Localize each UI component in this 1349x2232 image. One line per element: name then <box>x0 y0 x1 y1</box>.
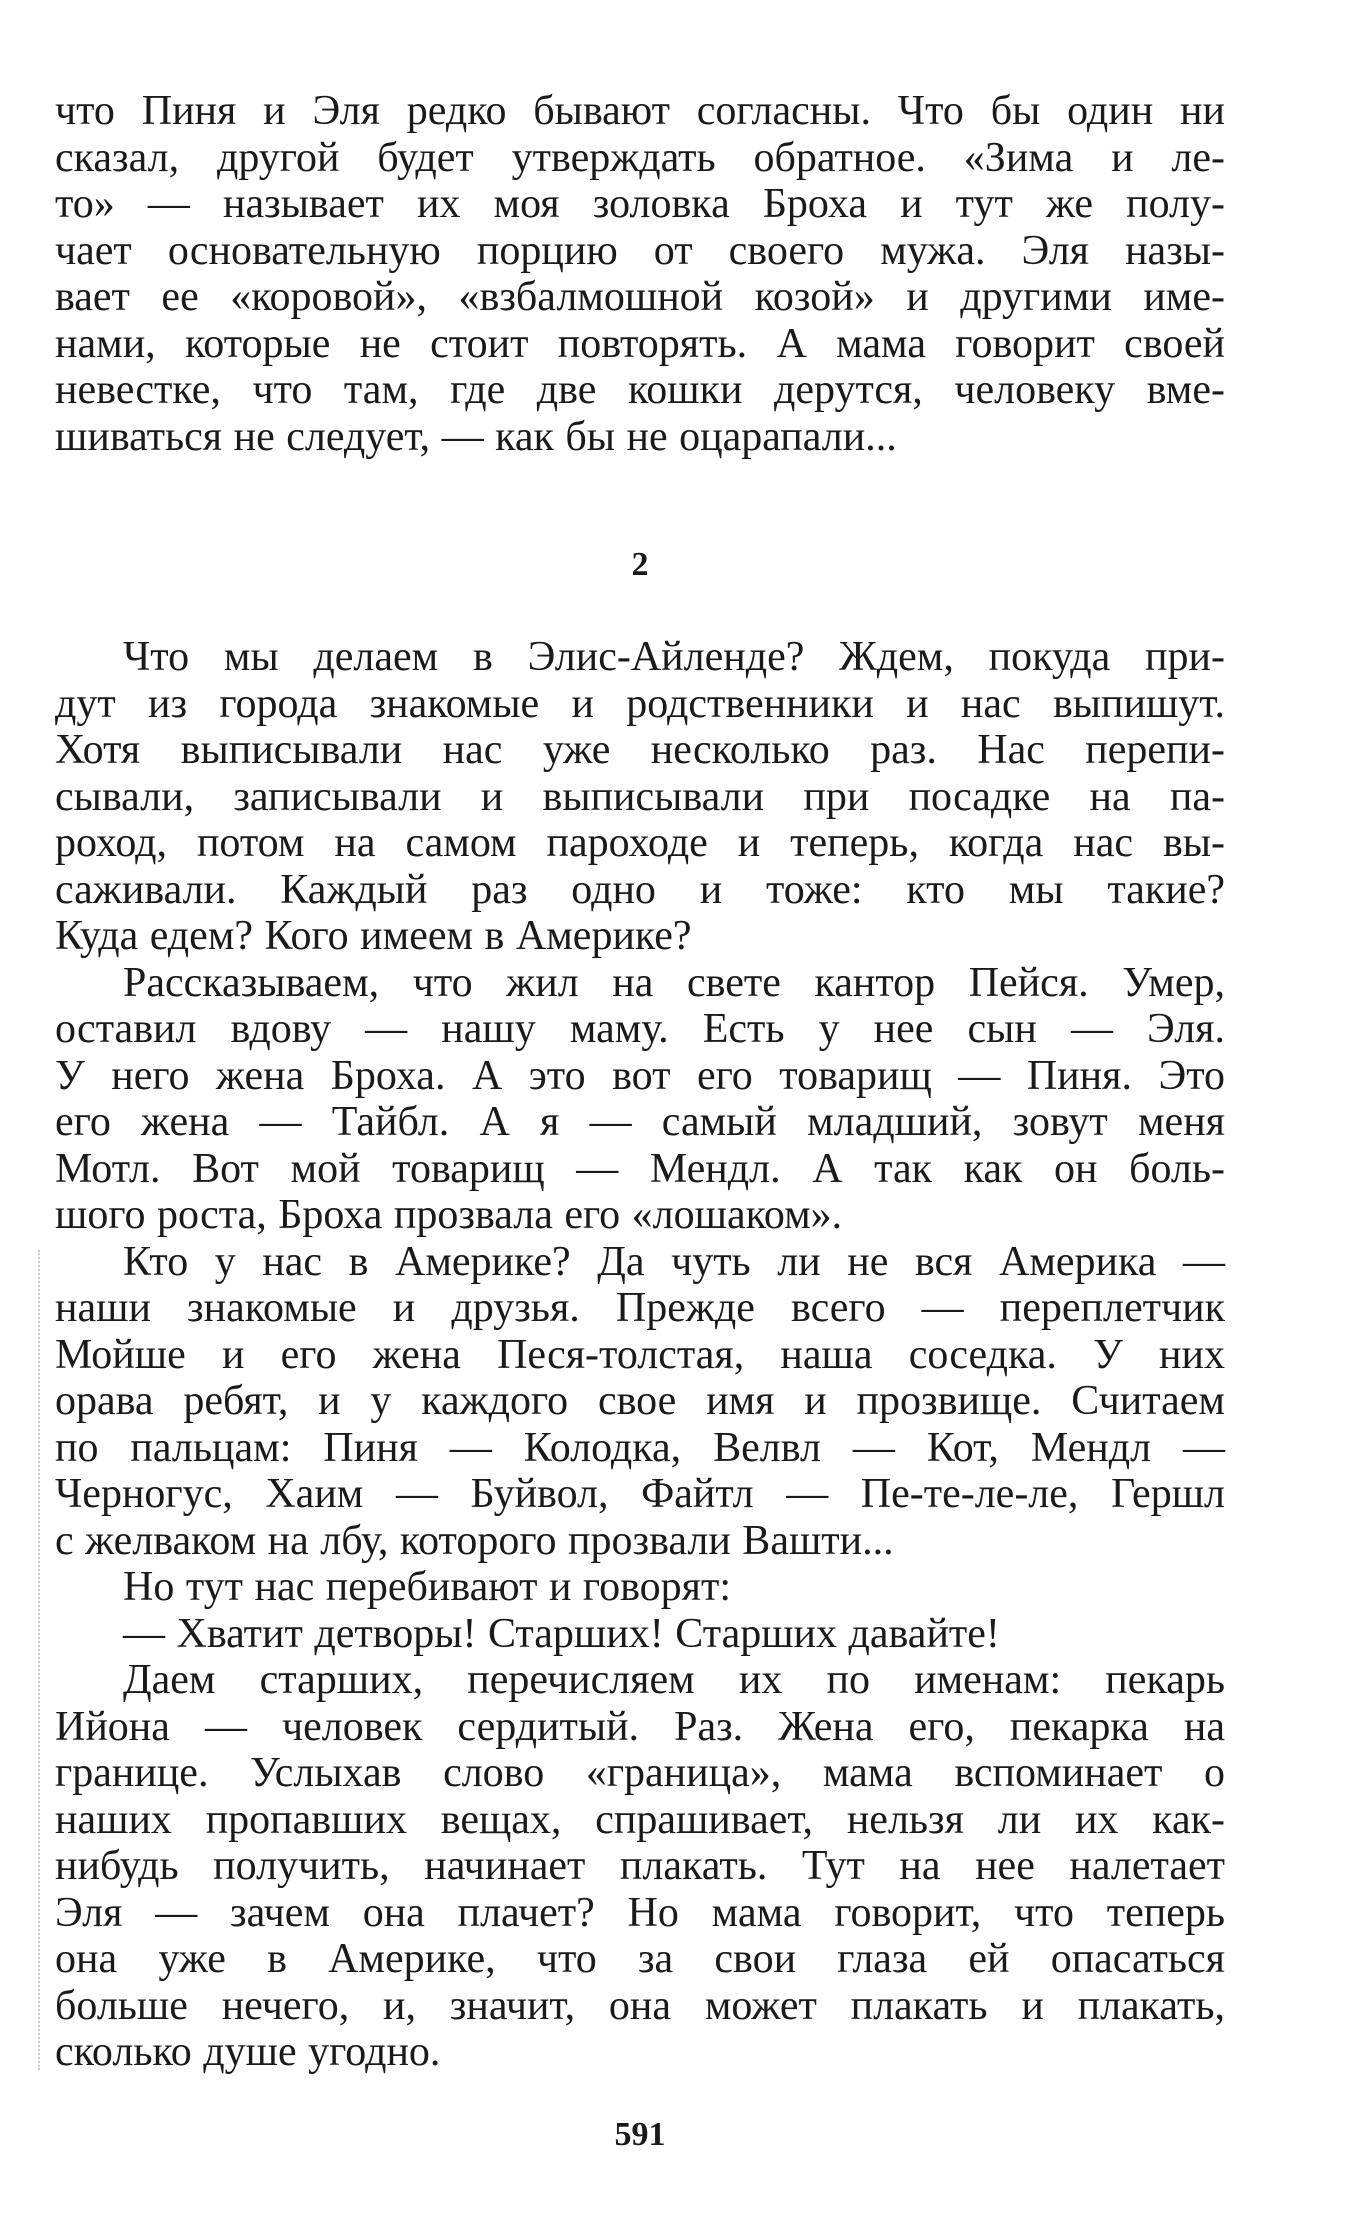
text-line: сколько душе угодно. <box>55 2029 441 2075</box>
text-line: наши знакомые и друзья. Прежде всего — переплетчик <box>55 1285 1225 1331</box>
text-line: Мотл. Вот мой товарищ — Мендл. А так как он боль- <box>55 1145 1225 1192</box>
text-line: чает основательную порцию от своего мужа. Эля назы- <box>55 227 1225 274</box>
paragraph <box>55 634 1225 960</box>
text-line: его жена — Тайбл. А я — самый младший, зовут меня <box>55 1099 1225 1145</box>
text-line: нибудь получить, начинает плакать. Тут на нее налетает <box>55 1843 1225 1889</box>
text-line: сказал, другой будет утверждать обратное. «Зима и ле- <box>55 134 1225 181</box>
paragraph <box>55 1657 1225 2076</box>
section-number: 2 <box>631 546 649 583</box>
text-line: что Пиня и Эля редко бывают согласны. Что бы один ни <box>55 88 1225 134</box>
text-line: вает ее «коровой», «взбалмошной козой» и другими име- <box>55 274 1225 320</box>
text-line: Куда едем? Кого имеем в Америке? <box>55 913 692 959</box>
text-line: она уже в Америке, что за свои глаза ей опасаться <box>55 1936 1225 1982</box>
main-text <box>55 634 1225 2076</box>
text-line: саживали. Каждый раз одно и тоже: кто мы такие? <box>55 866 1225 913</box>
text-line: шиваться не следует, — как бы не оцарапали... <box>55 413 897 460</box>
text-line: Что мы делаем в Элис-Айленде? Ждем, покуда при- <box>123 634 1225 680</box>
text-line: Кто у нас в Америке? Да чуть ли не вся Америка — <box>123 1238 1225 1285</box>
text-line: границе. Услыхав слово «граница», мама вспоминает о <box>55 1750 1225 1796</box>
text-line: Хотя выписывали нас уже несколько раз. Нас перепи- <box>55 727 1225 773</box>
text-line: дут из города знакомые и родственники и нас выпишут. <box>55 680 1225 727</box>
text-line: У него жена Броха. А это вот его товарищ — Пиня. Это <box>55 1052 1225 1099</box>
scan-edge-mark <box>38 1250 42 2070</box>
text-line: то» — называет их моя золовка Броха и тут же полу- <box>55 181 1225 227</box>
text-line: Ийона — человек сердитый. Раз. Жена его, пекарка на <box>55 1703 1225 1750</box>
paragraph <box>55 960 1225 1239</box>
paragraph <box>55 1564 1225 1611</box>
text-line: больше нечего, и, значит, она может плакать и плакать, <box>55 1982 1225 2029</box>
text-line: сывали, записывали и выписывали при посадке на па- <box>55 773 1225 820</box>
text-line: нами, которые не стоит повторять. А мама говорит своей <box>55 320 1225 367</box>
text-line: Эля — зачем она плачет? Но мама говорит, что теперь <box>55 1889 1225 1936</box>
paragraph <box>55 1239 1225 1565</box>
text-line: оставил вдову — нашу маму. Есть у нее сын — Эля. <box>55 1006 1225 1052</box>
paragraph <box>55 1611 1225 1658</box>
text-line: орава ребят, и у каждого свое имя и прозвище. Считаем <box>55 1378 1225 1424</box>
text-line: — Хватит детворы! Старших! Старших давайте! <box>123 1610 1000 1657</box>
text-line: Даем старших, перечисляем их по именам: пекарь <box>123 1657 1225 1703</box>
text-line: по пальцам: Пиня — Колодка, Велвл — Кот, Мендл — <box>55 1424 1225 1471</box>
text-line: с желваком на лбу, которого прозвали Вашти... <box>55 1517 894 1564</box>
text-line: Но тут нас перебивают и говорят: <box>123 1564 731 1610</box>
page-number: 591 <box>614 2116 666 2153</box>
top-paragraph <box>55 88 1225 460</box>
text-line: Черногус, Хаим — Буйвол, Файтл — Пе-те-ле-ле, Гершл <box>55 1471 1225 1517</box>
text-line: роход, потом на самом пароходе и теперь, когда нас вы- <box>55 820 1225 866</box>
text-line: Мойше и его жена Песя-толстая, наша соседка. У них <box>55 1331 1225 1378</box>
text-line: наших пропавших вещах, спрашивает, нельзя ли их как- <box>55 1796 1225 1843</box>
text-line: шого роста, Броха прозвала его «лошаком». <box>55 1192 843 1238</box>
text-line: невестке, что там, где две кошки дерутся, человеку вме- <box>55 367 1225 413</box>
text-line: Рассказываем, что жил на свете кантор Пейся. Умер, <box>123 959 1225 1006</box>
